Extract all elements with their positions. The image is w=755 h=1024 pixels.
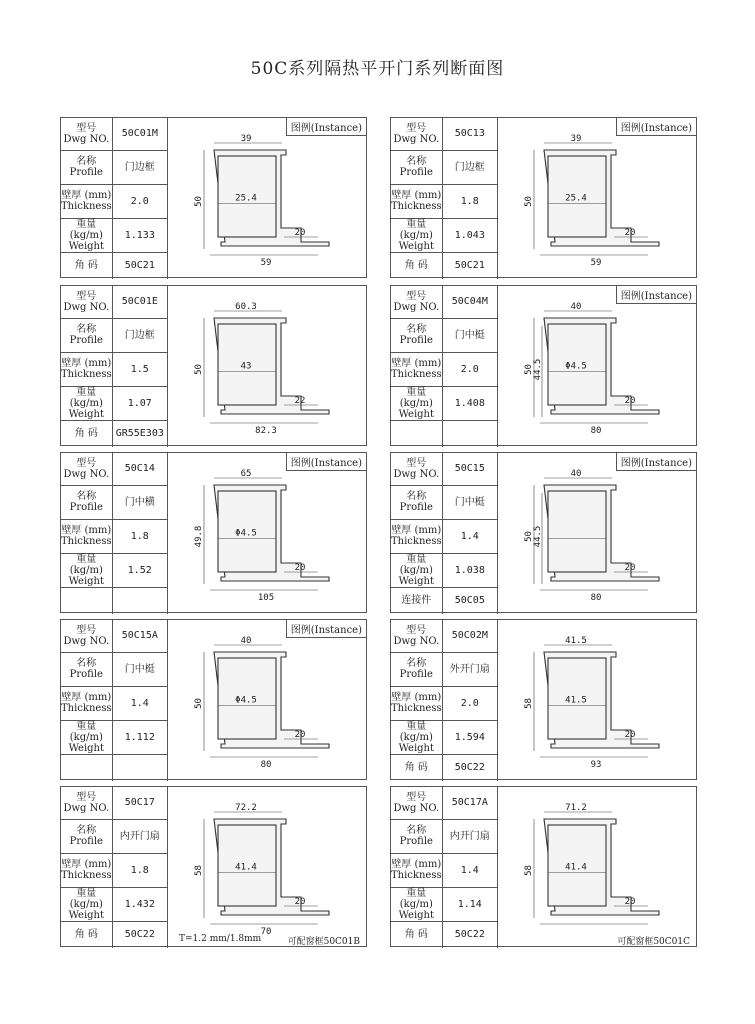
dim-height: 50 <box>524 196 534 207</box>
spec-table <box>61 620 168 781</box>
label-dwg_cn: 型号 <box>406 791 427 803</box>
dim-top: 39 <box>240 134 252 144</box>
label-dwg_cn: 型号 <box>76 122 97 134</box>
label-thick_en: Thickness <box>61 703 112 714</box>
value-weight: 1.432 <box>112 887 167 921</box>
spec-table <box>391 620 498 781</box>
label-profile_cn: 名称 <box>406 156 427 167</box>
label-thick_en: Thickness <box>391 369 442 380</box>
value-dwg: 50C17A <box>442 787 497 819</box>
label-dwg_en: Dwg NO. <box>63 802 110 814</box>
dim-bottom: 93 <box>590 760 602 770</box>
label-profile_cn: 名称 <box>76 491 97 502</box>
dim-height: 58 <box>524 698 534 709</box>
label-weight_en: Weight <box>398 408 435 420</box>
value-profile: 门中梃 <box>442 485 497 519</box>
label-dwg_cn: 型号 <box>406 290 427 302</box>
value-weight: 1.112 <box>112 720 167 754</box>
value-profile: 内开门扇 <box>442 819 497 853</box>
label-weight_en: Weight <box>68 240 105 252</box>
dim-top: 60.3 <box>235 302 257 312</box>
label-dwg_en: Dwg NO. <box>393 635 440 647</box>
value-extra: 50C21 <box>442 252 497 279</box>
label-weight_cn: 重量 (kg/m) <box>69 218 103 241</box>
profile-card-50c13 <box>390 117 697 278</box>
dim-height: 50 <box>524 531 534 542</box>
label-profile_cn: 名称 <box>406 491 427 502</box>
dim-height: 50 <box>194 364 204 375</box>
label-thick_cn: 壁厚 (mm) <box>391 358 442 369</box>
value-thickness: 2.0 <box>112 184 167 218</box>
label-profile_cn: 名称 <box>76 156 97 167</box>
label-dwg_en: Dwg NO. <box>393 301 440 313</box>
label-profile_en: Profile <box>399 502 433 513</box>
dim-bottom: 105 <box>257 593 275 603</box>
spec-table <box>391 453 498 614</box>
legend-label: 图例(Instance) <box>616 286 696 304</box>
label-thick_cn: 壁厚 (mm) <box>391 692 442 703</box>
dim-inner: Φ4.5 <box>565 361 587 372</box>
dim-step: 20 <box>624 730 636 740</box>
label-extra: 角 码 <box>391 754 442 781</box>
dim-height: 49.8 <box>194 525 204 548</box>
profile-card-50c04m <box>390 285 697 446</box>
value-thickness: 1.4 <box>442 519 497 553</box>
label-thick_cn: 壁厚 (mm) <box>61 190 112 201</box>
profile-card-50c17 <box>60 786 367 947</box>
profile-section-drawing <box>169 286 365 445</box>
legend-label: 图例(Instance) <box>616 118 696 136</box>
dim-inner: Φ4.5 <box>235 528 257 539</box>
label-dwg_en: Dwg NO. <box>393 468 440 480</box>
label-weight_cn: 重量 (kg/m) <box>69 887 103 910</box>
profile-section-drawing <box>499 286 695 445</box>
value-thickness: 1.4 <box>442 853 497 887</box>
dim-top: 40 <box>570 469 582 479</box>
value-dwg: 50C14 <box>112 453 167 485</box>
dim-height: 58 <box>524 865 534 876</box>
value-weight: 1.408 <box>442 386 497 420</box>
value-dwg: 50C02M <box>442 620 497 652</box>
label-thick_en: Thickness <box>391 536 442 547</box>
spec-table <box>61 286 168 447</box>
dim-height2: 44.5 <box>533 525 543 548</box>
value-weight: 1.043 <box>442 218 497 252</box>
value-weight: 1.14 <box>442 887 497 921</box>
spec-table <box>61 787 168 948</box>
label-weight_cn: 重量 (kg/m) <box>399 553 433 576</box>
label-weight_cn: 重量 (kg/m) <box>399 218 433 241</box>
dim-step: 20 <box>294 897 306 907</box>
dim-step: 20 <box>624 228 636 238</box>
label-profile_en: Profile <box>399 167 433 178</box>
legend-label: 图例(Instance) <box>286 620 366 638</box>
spec-table <box>391 118 498 279</box>
dim-step: 20 <box>294 563 306 573</box>
dim-inner: 41.4 <box>565 862 587 873</box>
label-thick_en: Thickness <box>391 703 442 714</box>
value-extra <box>442 420 497 447</box>
label-dwg_en: Dwg NO. <box>393 133 440 145</box>
label-profile_en: Profile <box>69 502 103 513</box>
note-thickness: T=1.2 mm/1.8mm <box>179 934 262 944</box>
legend-label: 图例(Instance) <box>286 118 366 136</box>
value-extra: 50C22 <box>442 754 497 781</box>
value-thickness: 1.8 <box>112 853 167 887</box>
label-thick_cn: 壁厚 (mm) <box>61 859 112 870</box>
label-weight_en: Weight <box>68 909 105 921</box>
value-weight: 1.133 <box>112 218 167 252</box>
value-dwg: 50C15 <box>442 453 497 485</box>
value-dwg: 50C13 <box>442 118 497 150</box>
value-thickness: 2.0 <box>442 352 497 386</box>
profile-section-drawing <box>499 453 695 612</box>
label-extra: 角 码 <box>61 921 112 948</box>
value-extra <box>112 754 167 781</box>
label-profile_cn: 名称 <box>76 658 97 669</box>
dim-inner: 25.4 <box>565 193 587 204</box>
label-extra <box>61 754 112 781</box>
dim-step: 20 <box>624 396 636 406</box>
value-profile: 门中横 <box>112 485 167 519</box>
dim-top: 72.2 <box>235 803 257 813</box>
profile-section-drawing <box>169 787 365 946</box>
label-weight_en: Weight <box>398 575 435 587</box>
profile-card-50c17a <box>390 786 697 947</box>
profile-card-50c01e <box>60 285 367 446</box>
profile-section-drawing <box>499 620 695 779</box>
label-extra: 角 码 <box>391 252 442 279</box>
label-dwg_cn: 型号 <box>76 624 97 636</box>
label-dwg_cn: 型号 <box>406 624 427 636</box>
label-dwg_cn: 型号 <box>406 122 427 134</box>
dim-top: 39 <box>570 134 582 144</box>
spec-table <box>61 118 168 279</box>
value-extra: 50C22 <box>112 921 167 948</box>
profile-section-drawing <box>169 620 365 779</box>
label-weight_en: Weight <box>398 742 435 754</box>
dim-inner: 41.4 <box>235 862 257 873</box>
label-weight_cn: 重量 (kg/m) <box>69 553 103 576</box>
label-extra: 角 码 <box>391 921 442 948</box>
profile-card-50c01m <box>60 117 367 278</box>
dim-top: 71.2 <box>565 803 587 813</box>
profile-card-50c15a <box>60 619 367 780</box>
value-profile: 内开门扇 <box>112 819 167 853</box>
dim-bottom: 59 <box>260 258 272 268</box>
spec-table <box>61 453 168 614</box>
profile-card-50c15 <box>390 452 697 613</box>
dim-height: 50 <box>194 196 204 207</box>
label-dwg_en: Dwg NO. <box>63 635 110 647</box>
label-thick_cn: 壁厚 (mm) <box>61 692 112 703</box>
label-weight_cn: 重量 (kg/m) <box>69 720 103 743</box>
label-extra: 角 码 <box>61 420 112 447</box>
dim-height: 50 <box>194 698 204 709</box>
dim-top: 41.5 <box>565 636 587 646</box>
dim-height: 58 <box>194 865 204 876</box>
value-thickness: 2.0 <box>442 686 497 720</box>
value-thickness: 1.4 <box>112 686 167 720</box>
dim-height: 50 <box>524 364 534 375</box>
label-dwg_cn: 型号 <box>76 457 97 469</box>
dim-step: 20 <box>624 563 636 573</box>
label-weight_cn: 重量 (kg/m) <box>399 386 433 409</box>
dim-bottom: 59 <box>590 258 602 268</box>
value-thickness: 1.8 <box>442 184 497 218</box>
label-dwg_en: Dwg NO. <box>393 802 440 814</box>
profile-section-drawing <box>169 118 365 277</box>
value-dwg: 50C01E <box>112 286 167 318</box>
dim-top: 65 <box>240 469 252 479</box>
label-dwg_cn: 型号 <box>406 457 427 469</box>
spec-table <box>391 286 498 447</box>
profile-card-50c02m <box>390 619 697 780</box>
value-profile: 门边框 <box>112 318 167 352</box>
label-thick_en: Thickness <box>391 870 442 881</box>
note-compatible-frame: 可配窗框50C01B <box>287 937 360 947</box>
dim-height2: 44.5 <box>533 358 543 381</box>
dim-inner: 41.5 <box>565 695 587 706</box>
label-weight_en: Weight <box>398 240 435 252</box>
label-profile_en: Profile <box>399 836 433 847</box>
label-thick_en: Thickness <box>61 536 112 547</box>
dim-inner: 25.4 <box>235 193 257 204</box>
dim-inner: 43 <box>240 361 252 372</box>
label-thick_cn: 壁厚 (mm) <box>391 190 442 201</box>
profile-section-drawing <box>499 118 695 277</box>
value-dwg: 50C15A <box>112 620 167 652</box>
value-weight: 1.038 <box>442 553 497 587</box>
value-profile: 门中梃 <box>442 318 497 352</box>
dim-bottom: 80 <box>590 593 602 603</box>
value-profile: 外开门扇 <box>442 652 497 686</box>
label-thick_cn: 壁厚 (mm) <box>61 358 112 369</box>
label-dwg_cn: 型号 <box>76 791 97 803</box>
label-extra: 角 码 <box>61 252 112 279</box>
value-extra: 50C21 <box>112 252 167 279</box>
dim-bottom: 80 <box>590 426 602 436</box>
label-profile_cn: 名称 <box>76 825 97 836</box>
label-profile_en: Profile <box>399 335 433 346</box>
dim-inner: Φ4.5 <box>235 695 257 706</box>
profile-chamber <box>548 491 606 572</box>
value-profile: 门边框 <box>112 150 167 184</box>
label-weight_en: Weight <box>68 575 105 587</box>
label-thick_cn: 壁厚 (mm) <box>61 525 112 536</box>
dim-step: 20 <box>294 228 306 238</box>
label-thick_en: Thickness <box>61 201 112 212</box>
profile-card-50c14 <box>60 452 367 613</box>
label-dwg_cn: 型号 <box>76 290 97 302</box>
dim-bottom: 82.3 <box>255 426 277 436</box>
label-weight_en: Weight <box>398 909 435 921</box>
label-thick_cn: 壁厚 (mm) <box>391 525 442 536</box>
page-title: 50C系列隔热平开门系列断面图 <box>250 59 505 79</box>
label-dwg_en: Dwg NO. <box>63 468 110 480</box>
label-extra: 连接件 <box>391 587 442 614</box>
label-profile_en: Profile <box>69 836 103 847</box>
label-profile_en: Profile <box>69 335 103 346</box>
value-dwg: 50C04M <box>442 286 497 318</box>
label-weight_cn: 重量 (kg/m) <box>69 386 103 409</box>
label-weight_cn: 重量 (kg/m) <box>399 887 433 910</box>
value-profile: 门边框 <box>442 150 497 184</box>
label-profile_en: Profile <box>69 167 103 178</box>
value-thickness: 1.8 <box>112 519 167 553</box>
label-thick_en: Thickness <box>61 369 112 380</box>
dim-bottom: 80 <box>260 760 272 770</box>
label-profile_cn: 名称 <box>406 658 427 669</box>
label-thick_cn: 壁厚 (mm) <box>391 859 442 870</box>
value-weight: 1.594 <box>442 720 497 754</box>
legend-label: 图例(Instance) <box>616 453 696 471</box>
label-extra <box>391 420 442 447</box>
dim-step: 22 <box>294 396 306 406</box>
spec-table <box>391 787 498 948</box>
label-weight_en: Weight <box>68 408 105 420</box>
value-weight: 1.07 <box>112 386 167 420</box>
label-extra <box>61 587 112 614</box>
value-profile: 门中梃 <box>112 652 167 686</box>
dim-step: 20 <box>624 897 636 907</box>
dim-top: 40 <box>570 302 582 312</box>
dim-step: 20 <box>294 730 306 740</box>
label-profile_cn: 名称 <box>76 324 97 335</box>
label-dwg_en: Dwg NO. <box>63 301 110 313</box>
value-extra: 50C22 <box>442 921 497 948</box>
note-compatible-frame: 可配窗框50C01C <box>617 937 690 947</box>
value-thickness: 1.5 <box>112 352 167 386</box>
label-thick_en: Thickness <box>61 870 112 881</box>
value-extra <box>112 587 167 614</box>
profile-section-drawing <box>169 453 365 612</box>
label-profile_en: Profile <box>69 669 103 680</box>
value-dwg: 50C17 <box>112 787 167 819</box>
dim-top: 40 <box>240 636 252 646</box>
label-profile_en: Profile <box>399 669 433 680</box>
label-weight_cn: 重量 (kg/m) <box>399 720 433 743</box>
label-profile_cn: 名称 <box>406 324 427 335</box>
value-extra: 50C05 <box>442 587 497 614</box>
label-dwg_en: Dwg NO. <box>63 133 110 145</box>
label-thick_en: Thickness <box>391 201 442 212</box>
label-profile_cn: 名称 <box>406 825 427 836</box>
profile-section-drawing <box>499 787 695 946</box>
value-dwg: 50C01M <box>112 118 167 150</box>
value-extra: GR55E303 <box>112 420 167 447</box>
legend-label: 图例(Instance) <box>286 453 366 471</box>
label-weight_en: Weight <box>68 742 105 754</box>
dim-bottom: 70 <box>260 927 272 937</box>
value-weight: 1.52 <box>112 553 167 587</box>
